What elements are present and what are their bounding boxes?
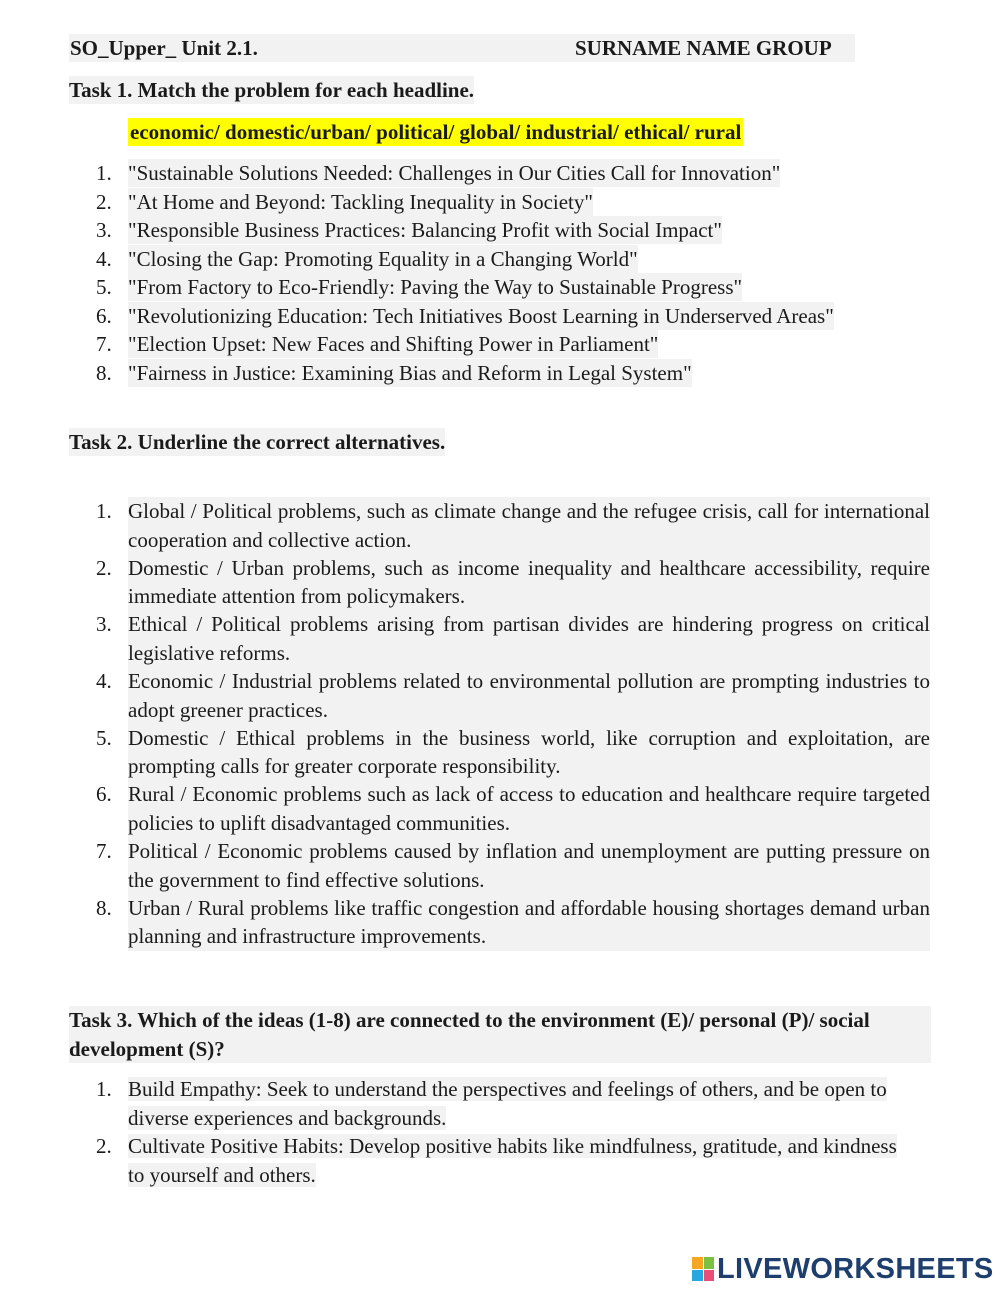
- task1-word-bank: economic/ domestic/urban/ political/ global/ industrial/ ethical/ rural: [130, 120, 742, 144]
- logo-text: LIVEWORKSHEETS: [717, 1252, 994, 1285]
- student-info-label: SURNAME NAME GROUP: [575, 36, 832, 60]
- liveworksheets-logo[interactable]: [692, 1254, 994, 1284]
- task2-title: Task 2. Underline the correct alternatives.: [69, 430, 446, 454]
- liveworksheets-logo-icon: [692, 1257, 714, 1281]
- worksheet-page: SO_Upper_ Unit 2.1. SURNAME NAME GROUP Task 1. Match the problem for each headline. economic/ domestic/urban/ political/ global/ industrial/ ethical/ rural 1. "Sustainable Solutions Needed: Challenges in Our Cities Call for Innovation" 2. "At Home and Beyond: Tackling Inequality in Society" 3. "Responsible Business Practices: Balancing Profit with Social Impact" 4. "Closing the Gap: Promoting Equality in a Changing World" 5. "From Factory to Eco-Friendly: Paving the Way to Sustainable Progress" 6. "Revolutionizing Education: Tech Initiatives Boost Learning in Underserved Areas" 7. "Election Upset: New Faces and Shifting Power in Parliament" 8. "Fairness in Justice: Examining Bias and Reform in Legal System" Task 2. Underline the correct alternatives. 1. Global / Political problems, such as climate change and the refugee crisis, call for international cooperation and collective action. 2. Domestic / Urban problems, such as income inequality and healthcare accessibility, require immediate attention from policymakers. 3. Ethical / Political problems arising from partisan divides are hindering progress on critical legislative reforms. 4. Economic / Industrial problems related to environmental pollution are prompting industries to adopt greener practices. 5. Domestic / Ethical problems in the business world, like corruption and exploitation, are prompting calls for greater corporate responsibility. 6. Rural / Economic problems such as lack of access to education and healthcare require targeted policies to uplift disadvantaged communities. 7. Political / Economic problems caused by inflation and unemployment are putting pressure on the government to find effective solutions. 8. Urban / Rural problems like traffic congestion and affordable housing shortages demand urban planning and infrastructure improvements. Task 3. Which of the ideas (1-8) are connected to the environment (E)/ personal (P)/ social development (S)? 1. Build Empathy: Seek to understand the perspectives and feelings of others, and be open to diverse experiences and backgrounds. 2. Cultivate Positive Habits: Develop positive habits like mindfulness, gratitude, and kindness to yourself and others. LIVEWORKSHEETS: [69, 36, 994, 1285]
- unit-label: SO_Upper_ Unit 2.1.: [70, 36, 258, 60]
- task1-title: Task 1. Match the problem for each headline.: [69, 78, 475, 102]
- worksheet-header: [69, 34, 855, 62]
- task3-title: Task 3. Which of the ideas (1-8) are connected to the environment (E)/ personal (P)/ social development (S)?: [69, 1006, 931, 1063]
